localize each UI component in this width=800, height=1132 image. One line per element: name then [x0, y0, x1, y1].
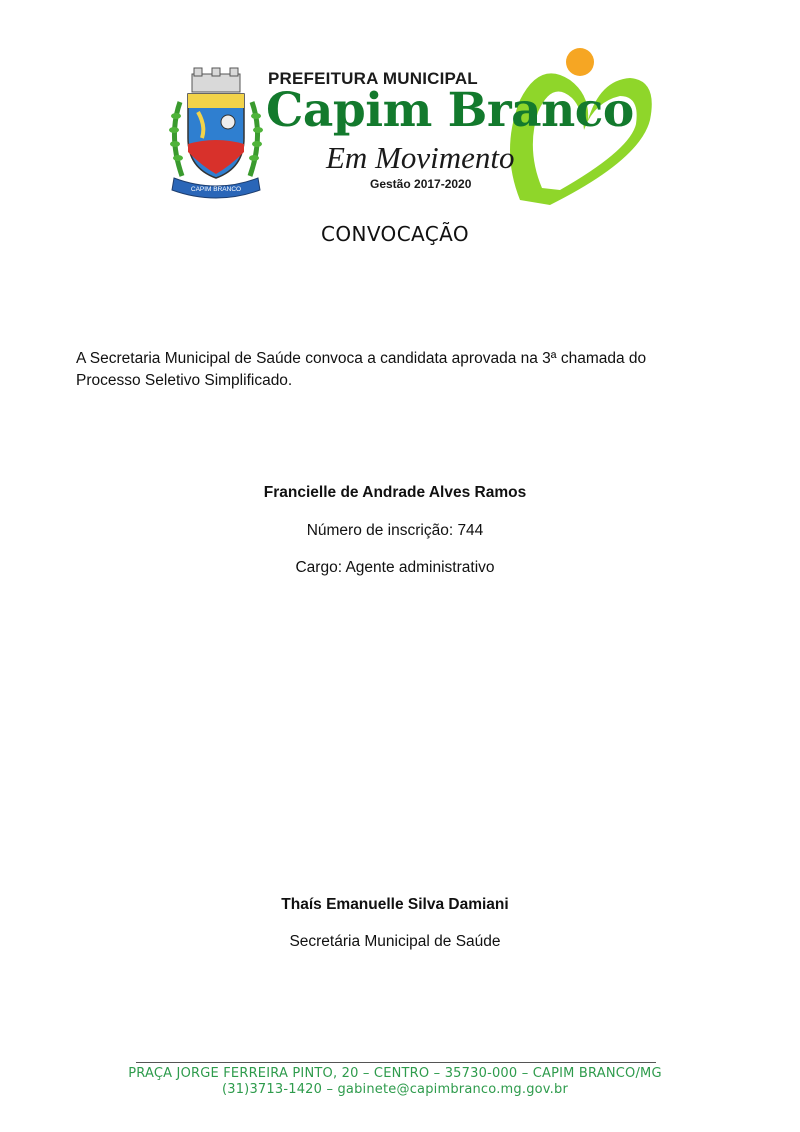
- gestao-label: Gestão 2017-2020: [370, 177, 472, 191]
- intro-paragraph: A Secretaria Municipal de Saúde convoca a candidata aprovada na 3ª chamada do Processo Seletivo Simplificado.: [76, 350, 647, 389]
- signer-name: Thaís Emanuelle Silva Damiani: [281, 896, 509, 913]
- header-logo: [160, 40, 660, 210]
- city-name: Capim Branco: [266, 83, 634, 138]
- position-label: Cargo: Agente administrativo: [295, 559, 495, 576]
- coat-banner-text: CAPIM BRANCO: [190, 186, 242, 193]
- footer-contact: (31)3713-1420 – gabinete@capimbranco.mg.gov.br: [221, 1082, 569, 1097]
- signer-role: Secretária Municipal de Saúde: [289, 933, 501, 950]
- footer-address: PRAÇA JORGE FERREIRA PINTO, 20 – CENTRO – 35730-000 – CAPIM BRANCO/MG: [128, 1066, 662, 1081]
- page-title: CONVOCAÇÃO: [320, 222, 470, 246]
- coat-of-arms-icon: [166, 66, 266, 206]
- candidate-name: Francielle de Andrade Alves Ramos: [263, 484, 527, 501]
- footer-divider: [136, 1062, 656, 1063]
- slogan: Em Movimento: [326, 140, 515, 175]
- prefeitura-label: PREFEITURA MUNICIPAL: [268, 69, 478, 88]
- registration-number: Número de inscrição: 744: [306, 522, 484, 539]
